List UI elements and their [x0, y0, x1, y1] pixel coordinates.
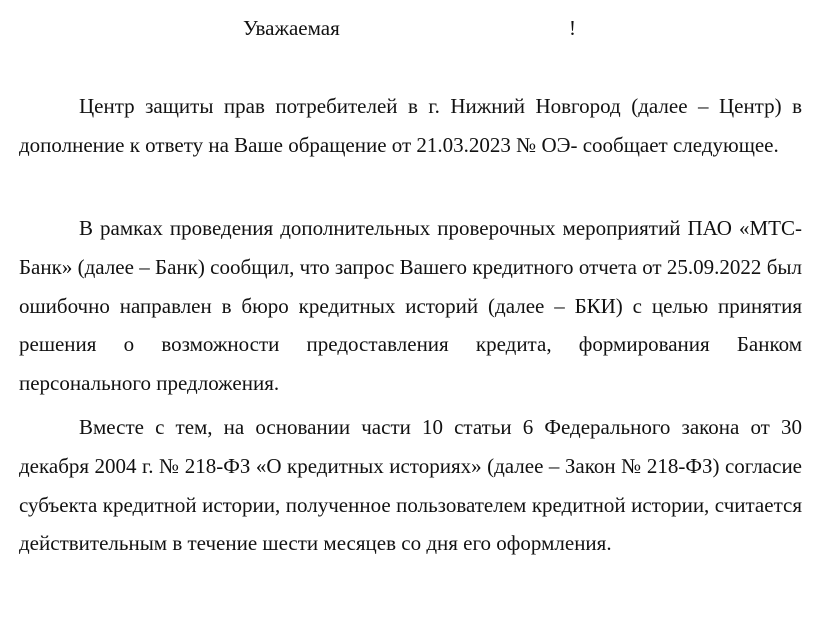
paragraph-law-reference: Вместе с тем, на основании части 10 статьи 6 Федерального закона от 30 декабря 2004 г. № 218-ФЗ «О кредитных историях» (далее – Закон № 218-ФЗ) согласие субъекта кредитной истории, полученное пользователем кредитной истории, считается действительным в течение шести месяцев со дня его оформления.	[19, 415, 802, 556]
paragraph-1-block	[19, 87, 802, 165]
paragraph-intro: Центр защиты прав потребителей в г. Нижний Новгород (далее – Центр) в дополнение к ответу на Ваше обращение от 21.03.2023 № ОЭ- сообщает следующее.	[19, 94, 802, 157]
salutation-exclamation: !	[569, 16, 576, 40]
paragraph-2-block	[19, 209, 802, 403]
paragraph-3-block	[19, 408, 802, 563]
salutation: Уважаемая	[243, 16, 340, 40]
greeting-line	[0, 14, 827, 42]
paragraph-bank-report: В рамках проведения дополнительных проверочных мероприятий ПАО «МТС-Банк» (далее – Банк) сообщил, что запрос Вашего кредитного отчета от 25.09.2022 был ошибочно направлен в бюро кредитных историй (далее – БКИ) с целью принятия решения о возможности предоставления кредита, формирования Банком персонального предложения.	[19, 216, 802, 396]
